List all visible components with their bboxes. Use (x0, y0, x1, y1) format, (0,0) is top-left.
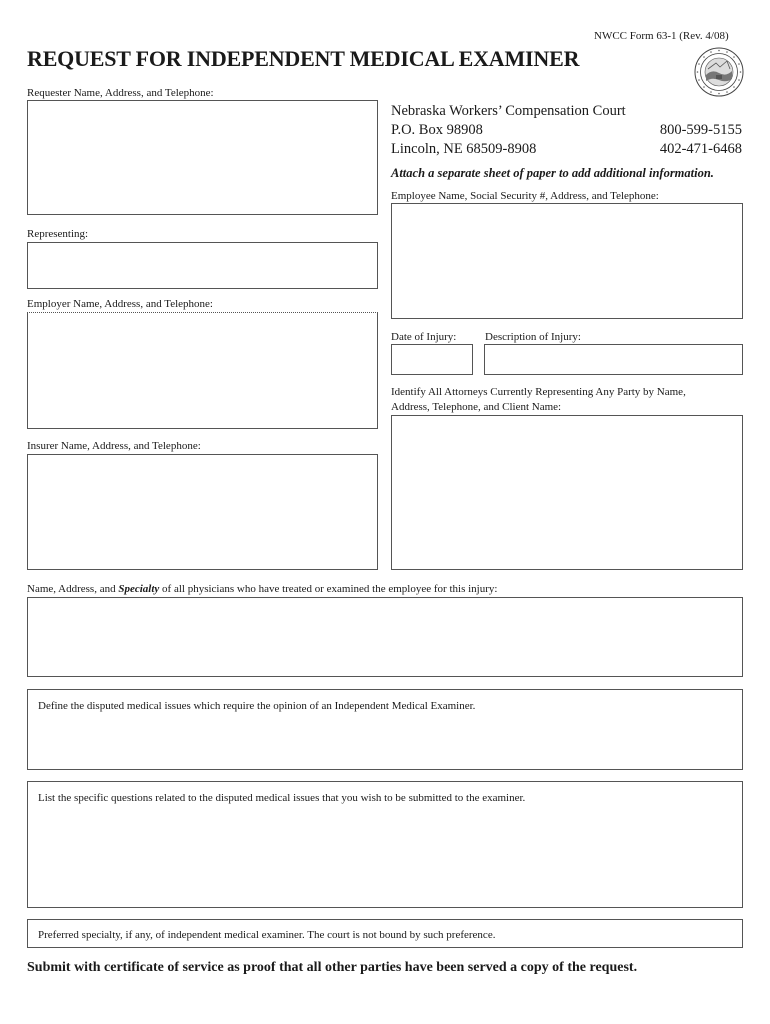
attorneys-label-line2: Address, Telephone, and Client Name: (391, 401, 562, 413)
court-phone-tollfree: 800-599-5155 (659, 122, 742, 138)
insurer-input[interactable] (28, 455, 377, 569)
requester-label: Requester Name, Address, and Telephone: (27, 87, 214, 99)
representing-field[interactable] (27, 242, 378, 289)
physicians-field[interactable] (27, 597, 743, 677)
specific-questions-label: List the specific questions related to the disputed medical issues that you wish to be submitted to the examiner. (38, 792, 526, 804)
employer-field[interactable] (27, 312, 378, 429)
attorneys-field[interactable] (391, 415, 743, 570)
disputed-issues-label: Define the disputed medical issues which require the opinion of an Independent Medical Examiner. (38, 700, 476, 712)
disputed-issues-field[interactable] (27, 689, 743, 770)
attorneys-input[interactable] (392, 416, 742, 569)
employee-label: Employee Name, Social Security #, Address, and Telephone: (391, 190, 659, 202)
insurer-field[interactable] (27, 454, 378, 570)
court-name: Nebraska Workers’ Compensation Court (391, 103, 626, 119)
court-phone-local: 402-471-6468 (659, 141, 742, 157)
description-of-injury-input[interactable] (485, 345, 742, 374)
physicians-label-post: of all physicians who have treated or examined the employee for this injury: (159, 583, 498, 595)
court-city: Lincoln, NE 68509-8908 (391, 141, 537, 157)
state-seal-icon (694, 47, 744, 97)
description-of-injury-field[interactable] (484, 344, 743, 375)
description-of-injury-label: Description of Injury: (485, 331, 581, 343)
physicians-label-pre: Name, Address, and (27, 583, 119, 595)
physicians-input[interactable] (28, 598, 742, 676)
preferred-specialty-label: Preferred specialty, if any, of independent medical examiner. The court is not bound by such preference. (38, 929, 496, 941)
submit-note: Submit with certificate of service as proof that all other parties have been served a copy of the request. (27, 960, 638, 975)
form-number: NWCC Form 63-1 (Rev. 4/08) (594, 30, 729, 42)
employer-input[interactable] (28, 313, 377, 428)
employee-field[interactable] (391, 203, 743, 319)
representing-input[interactable] (28, 243, 377, 288)
attorneys-label-line1: Identify All Attorneys Currently Representing Any Party by Name, (391, 386, 686, 398)
preferred-specialty-field[interactable] (27, 919, 743, 948)
insurer-label: Insurer Name, Address, and Telephone: (27, 440, 201, 452)
requester-field[interactable] (27, 100, 378, 215)
court-po-box: P.O. Box 98908 (391, 122, 483, 138)
attach-note: Attach a separate sheet of paper to add additional information. (391, 166, 714, 180)
employer-label: Employer Name, Address, and Telephone: (27, 298, 213, 310)
date-of-injury-label: Date of Injury: (391, 331, 457, 343)
page-title: REQUEST FOR INDEPENDENT MEDICAL EXAMINER (27, 46, 580, 71)
specific-questions-field[interactable] (27, 781, 743, 908)
representing-label: Representing: (27, 228, 89, 240)
employee-input[interactable] (392, 204, 742, 318)
physicians-label (27, 583, 497, 596)
requester-input[interactable] (28, 101, 377, 214)
physicians-label-emphasis: Specialty (118, 583, 160, 595)
date-of-injury-input[interactable] (392, 345, 472, 374)
date-of-injury-field[interactable] (391, 344, 473, 375)
